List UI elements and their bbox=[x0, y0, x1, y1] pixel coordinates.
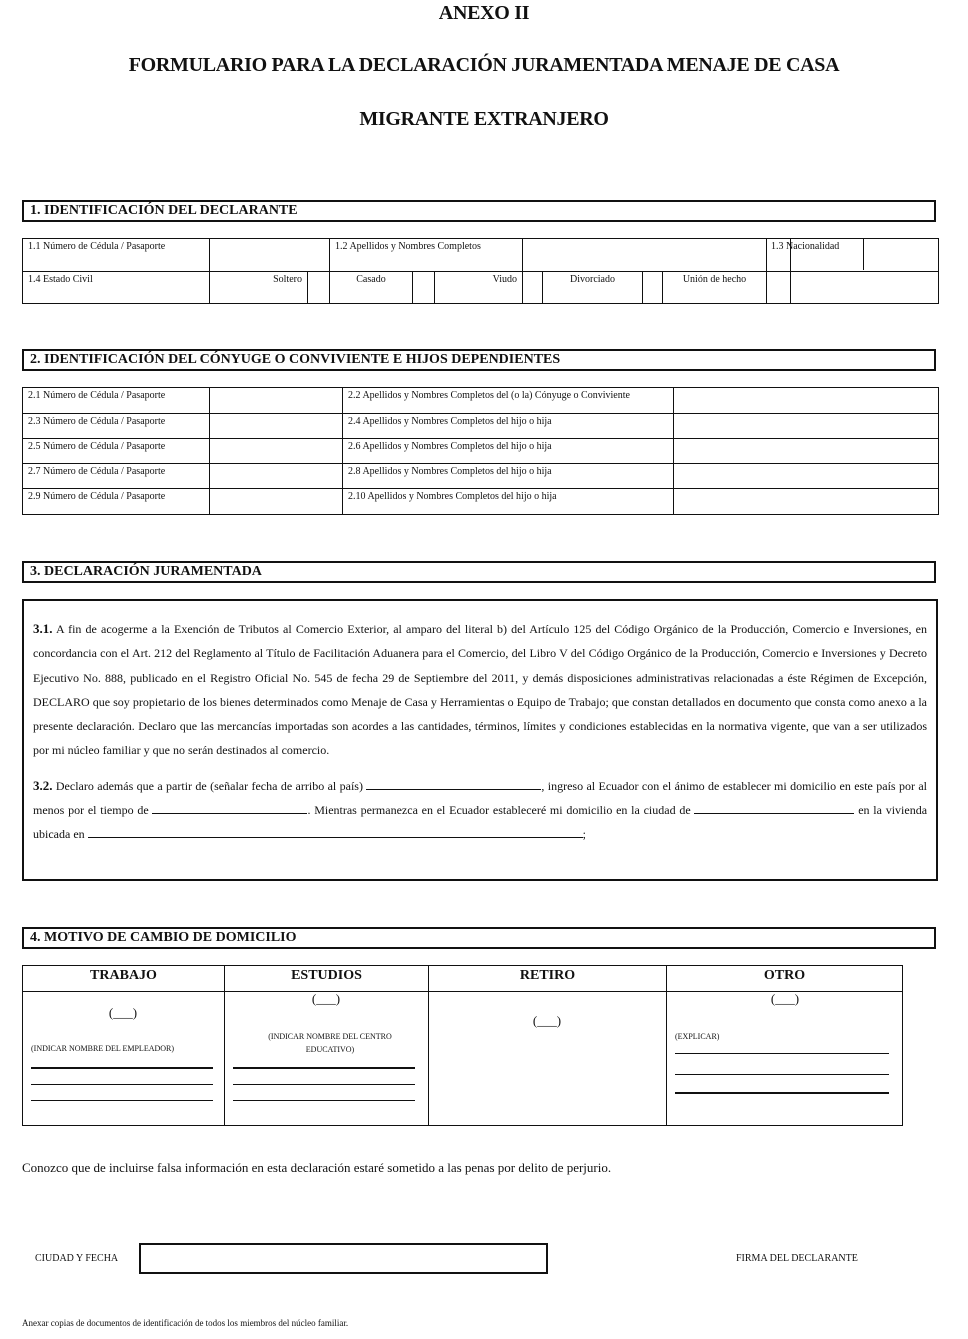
married-label: Casado bbox=[330, 272, 413, 304]
dependent-id-label: 2.7 Número de Cédula / Pasaporte bbox=[23, 464, 210, 489]
section2-heading: 2. IDENTIFICACIÓN DEL CÓNYUGE O CONVIVIENTE E HIJOS DEPENDIENTES bbox=[22, 349, 936, 371]
reason-study-cell bbox=[225, 992, 429, 1126]
study-line[interactable] bbox=[233, 1067, 415, 1069]
dependent-id-input[interactable] bbox=[210, 414, 343, 439]
union-label: Unión de hecho bbox=[663, 272, 767, 304]
names-label: 1.2 Apellidos y Nombres Completos bbox=[330, 239, 523, 272]
nationality-cell[interactable] bbox=[771, 239, 939, 272]
dependent-name-input[interactable] bbox=[674, 388, 939, 414]
dependent-name-label: 2.10 Apellidos y Nombres Completos del hijo o hija bbox=[343, 489, 674, 515]
dependent-row bbox=[23, 464, 939, 489]
form-subtitle: MIGRANTE EXTRANJERO bbox=[359, 108, 609, 130]
civil-status-label: 1.4 Estado Civil bbox=[23, 272, 210, 304]
civil-status-extra bbox=[791, 272, 939, 304]
dependent-row bbox=[23, 388, 939, 414]
paragraph-text: ; bbox=[582, 827, 586, 842]
section4-heading: 4. MOTIVO DE CAMBIO DE DOMICILIO bbox=[22, 927, 936, 949]
section3-heading: 3. DECLARACIÓN JURAMENTADA bbox=[22, 561, 936, 583]
annex-title: ANEXO II bbox=[438, 2, 530, 24]
dependent-name-input[interactable] bbox=[674, 489, 939, 515]
single-checkbox[interactable] bbox=[308, 272, 330, 304]
annex-note: Anexar copias de documentos de identificación de todos los miembros del núcleo familiar. bbox=[22, 1318, 349, 1328]
reason-other-cell bbox=[667, 992, 903, 1126]
dependents-table bbox=[22, 387, 939, 515]
dependent-row bbox=[23, 489, 939, 515]
nationality-label: 1.3 Nacionalidad bbox=[771, 241, 840, 252]
dependent-id-input[interactable] bbox=[210, 439, 343, 464]
union-checkbox[interactable] bbox=[767, 272, 791, 304]
names-input[interactable] bbox=[523, 239, 767, 272]
reason-retire-cell bbox=[429, 992, 667, 1126]
dependent-name-input[interactable] bbox=[674, 464, 939, 489]
dependent-row bbox=[23, 414, 939, 439]
work-hint: (INDICAR NOMBRE DEL EMPLEADOR) bbox=[31, 1044, 175, 1053]
stay-duration-field[interactable] bbox=[152, 800, 307, 814]
city-field[interactable] bbox=[694, 800, 854, 814]
paragraph-text: , ingreso al Ecuador con el ánimo de establecer mi domicilio en este país por al menos por el tiempo de bbox=[33, 778, 928, 818]
study-line[interactable] bbox=[233, 1100, 415, 1101]
other-checkbox[interactable]: (___) bbox=[770, 991, 800, 1006]
city-date-input[interactable] bbox=[139, 1243, 548, 1274]
nationality-input[interactable] bbox=[863, 239, 938, 270]
dependent-id-label: 2.5 Número de Cédula / Pasaporte bbox=[23, 439, 210, 464]
study-checkbox[interactable]: (___) bbox=[311, 991, 341, 1006]
paragraph-number: 3.2. bbox=[33, 777, 53, 793]
declarant-table bbox=[22, 238, 939, 304]
dependent-id-label: 2.3 Número de Cédula / Pasaporte bbox=[23, 414, 210, 439]
retire-checkbox[interactable]: (___) bbox=[532, 1013, 562, 1028]
work-checkbox[interactable]: (___) bbox=[108, 1005, 138, 1020]
id-label: 1.1 Número de Cédula / Pasaporte bbox=[23, 239, 210, 272]
reason-table bbox=[22, 965, 903, 1126]
paragraph-text: . Mientras permanezca en el Ecuador estableceré mi domicilio en la ciudad de bbox=[307, 803, 691, 818]
study-hint: (INDICAR NOMBRE DEL CENTRO EDUCATIVO) bbox=[268, 1032, 392, 1054]
married-checkbox[interactable] bbox=[413, 272, 435, 304]
other-hint: (EXPLICAR) bbox=[675, 1032, 720, 1041]
other-line[interactable] bbox=[675, 1053, 889, 1054]
section1-heading: 1. IDENTIFICACIÓN DEL DECLARANTE bbox=[22, 200, 936, 222]
paragraph-text: A fin de acogerme a la Exención de Tributos al Comercio Exterior, al amparo del literal b) del Artículo 125 del Código Orgánico de la Producción, Comercio e Inversiones, en concordancia con el Art. 212 del Reglamento al Título de Facilitación Aduanera para el Comercio, del Libro V del Código Orgánico de la Producción, Comercio e Inversiones y Decreto Ejecutivo No. 888, publicado en el Registro Oficial No. 545 de fecha 29 de Septiembre del 2011, y demás disposiciones administrativas relacionadas a éste Régimen de Excepción, DECLARO que soy propietario de los bienes determinados como Menaje de Casa y Herramientas o Equipo de Trabajo; que constan detallados en documento que consta como anexo a la presente declaración. Declaro que las mercancías importadas son acordes a las cantidades, términos, límites y condiciones establecidas en la normativa vigente, que van a ser utilizados por mi núcleo familiar y que no serán destinados al comercio. bbox=[33, 622, 927, 758]
form-title: FORMULARIO PARA LA DECLARACIÓN JURAMENTADA MENAJE DE CASA bbox=[128, 54, 840, 76]
work-line[interactable] bbox=[31, 1100, 213, 1101]
dependent-id-input[interactable] bbox=[210, 464, 343, 489]
reason-header-other: OTRO bbox=[667, 966, 903, 992]
work-line[interactable] bbox=[31, 1084, 213, 1085]
divorced-label: Divorciado bbox=[543, 272, 643, 304]
dependent-name-label: 2.6 Apellidos y Nombres Completos del hijo o hija bbox=[343, 439, 674, 464]
study-line[interactable] bbox=[233, 1084, 415, 1085]
dependent-id-input[interactable] bbox=[210, 489, 343, 515]
reason-header-retire: RETIRO bbox=[429, 966, 667, 992]
paragraph-number: 3.1. bbox=[33, 621, 53, 636]
paragraph-text: Declaro además que a partir de (señalar fecha de arribo al país) bbox=[55, 778, 363, 793]
other-line[interactable] bbox=[675, 1092, 889, 1094]
dependent-id-label: 2.1 Número de Cédula / Pasaporte bbox=[23, 388, 210, 414]
reason-header-work: TRABAJO bbox=[23, 966, 225, 992]
arrival-date-field[interactable] bbox=[366, 776, 541, 790]
reason-header-study: ESTUDIOS bbox=[225, 966, 429, 992]
id-input[interactable] bbox=[210, 239, 330, 272]
single-label: Soltero bbox=[210, 272, 308, 304]
other-line[interactable] bbox=[675, 1074, 889, 1075]
declaration-paragraph-1 bbox=[33, 617, 927, 763]
declaration-box bbox=[22, 599, 938, 881]
work-line[interactable] bbox=[31, 1067, 213, 1069]
city-date-label: CIUDAD Y FECHA bbox=[35, 1253, 119, 1264]
declaration-paragraph-2 bbox=[33, 774, 927, 847]
paragraph-text: en la vivienda ubicada en bbox=[33, 803, 928, 842]
dependent-name-label: 2.8 Apellidos y Nombres Completos del hijo o hija bbox=[343, 464, 674, 489]
reason-work-cell bbox=[23, 992, 225, 1126]
dependent-row bbox=[23, 439, 939, 464]
address-field[interactable] bbox=[88, 824, 583, 838]
dependent-id-label: 2.9 Número de Cédula / Pasaporte bbox=[23, 489, 210, 515]
perjury-notice: Conozco que de incluirse falsa información en esta declaración estaré sometido a las penas por delito de perjurio. bbox=[22, 1160, 612, 1175]
dependent-name-input[interactable] bbox=[674, 439, 939, 464]
dependent-name-label: 2.4 Apellidos y Nombres Completos del hijo o hija bbox=[343, 414, 674, 439]
dependent-name-input[interactable] bbox=[674, 414, 939, 439]
divorced-checkbox[interactable] bbox=[643, 272, 663, 304]
dependent-id-input[interactable] bbox=[210, 388, 343, 414]
widowed-checkbox[interactable] bbox=[523, 272, 543, 304]
widowed-label: Viudo bbox=[435, 272, 523, 304]
dependent-name-label: 2.2 Apellidos y Nombres Completos del (o la) Cónyuge o Conviviente bbox=[343, 388, 674, 414]
signature-label: FIRMA DEL DECLARANTE bbox=[736, 1253, 858, 1264]
